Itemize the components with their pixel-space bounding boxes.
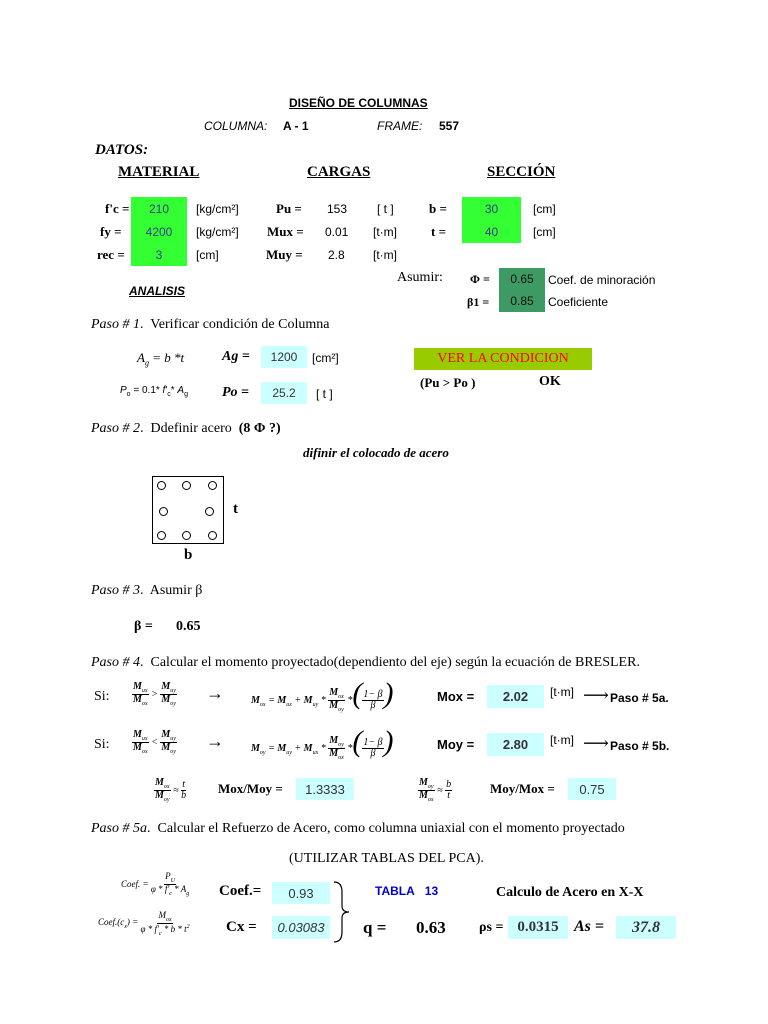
rebar-icon [157,531,166,540]
moy-value: 2.80 [487,733,544,756]
fy-input[interactable]: 4200 [131,220,187,243]
rec-label: rec = [97,247,125,262]
paso1-heading: Paso # 1. Verificar condición de Columna [91,317,330,332]
mux-value: 0.01 [325,225,349,239]
arrow-right-icon: ⟶ [583,733,609,753]
moy-label: Moy = [437,737,475,752]
paso2-heading: Paso # 2. Ddefinir acero (8 Φ ?) [91,421,281,436]
rebar-icon [208,481,217,490]
frame-label: FRAME: [377,119,423,133]
po-label: Po = [222,385,250,400]
rec-unit: [cm] [196,248,219,262]
phi-label: Φ = [470,272,490,286]
mox-unit: [t·m] [550,685,574,699]
rho-label: ρs = [479,920,504,935]
cx-value: 0.03083 [272,916,330,939]
cargas-title: CARGAS [307,164,371,180]
ratio2-formula: $\frac{M_{oy}}{M_{ox}}$ ≈ $\frac{b}{t}$ [419,777,452,804]
paso2-subtitle: difinir el colocado de acero [303,445,449,460]
fc-input[interactable]: 210 [131,197,187,220]
arrow-right-icon: → [206,683,224,703]
ag-formula: $A_g = b$ *t [137,350,185,368]
muy-unit: [t·m] [373,248,397,262]
rec-input[interactable]: 3 [131,243,187,266]
condition1-formula: $\frac{M_{ux}}{M_{ox}}$ > $\frac{M_{uy}}{M_{oy}}$ [133,681,176,708]
rebar-icon [159,507,168,516]
beta1-desc: Coeficiente [548,295,609,309]
condition-result: OK [539,374,561,389]
muy-value: 2.8 [328,248,345,262]
goto-paso5b: Paso # 5b. [610,739,670,753]
seccion-title: SECCIÓN [487,164,556,180]
fc-unit: [kg/cm²] [196,202,239,216]
ag-value: 1200 [261,346,307,368]
arrow-right-icon: → [206,731,224,751]
pu-value: 153 [327,202,348,216]
q-value: 0.63 [416,918,446,937]
columna-label: COLUMNA: [204,119,268,133]
paso5a-subtitle: (UTILIZAR TABLAS DEL PCA). [289,851,484,866]
ratio1-formula: $\frac{M_{ox}}{M_{oy}}$ ≈ $\frac{t}{b}$ [155,777,187,804]
beta1-label: β1 = [467,295,490,309]
cx-label: Cx = [226,919,257,935]
datos-title: DATOS: [95,142,149,158]
frame-value: 557 [439,119,460,133]
ratio2-value: 0.75 [568,778,616,800]
q-label: q = [363,918,387,937]
rebar-icon [208,531,217,540]
si1-label: Si: [94,689,110,704]
moy-unit: [t·m] [550,733,574,747]
analisis-title: ANALISIS [129,284,186,298]
b-unit: [cm] [533,202,556,216]
b-input[interactable]: 30 [462,197,521,220]
beta1-input[interactable]: 0.85 [499,290,545,312]
page-title: DISEÑO DE COLUMNAS [289,96,428,110]
phi-input[interactable]: 0.65 [499,268,545,290]
po-unit: [ t ] [316,387,333,401]
b-label: b = [429,201,447,216]
mox-value: 2.02 [487,685,544,708]
t-unit: [cm] [533,225,556,239]
goto-paso5a: Paso # 5a. [610,691,669,705]
t-label: t = [431,224,446,239]
rebar-icon [182,481,191,490]
ratio1-label: Mox/Moy = [218,781,283,796]
brace-icon [332,880,352,944]
phi-desc: Coef. de minoración [548,273,656,287]
ratio1-value: 1.3333 [296,778,354,800]
moy-formula: $M_{oy} = M_{uy} + M_{ux}$ * $\frac{M_{oy}}{M_{ox}}$ *( $\frac{1- \beta}{\beta}$ ) [251,725,394,762]
rebar-icon [205,507,214,516]
coef-value: 0.93 [272,882,330,904]
mox-label: Mox = [437,689,475,704]
paso5a-heading: Paso # 5a. Calcular el Refuerzo de Acero, como columna uniaxial con el momento proyectado [91,821,625,836]
ratio2-label: Moy/Mox = [490,781,555,796]
coef-label: Coef.= [219,883,262,899]
paso4-heading: Paso # 4. Calcular el momento proyectado(dependiento del eje) según la ecuación de BRESLER. [91,655,640,670]
fy-unit: [kg/cm²] [196,225,239,239]
calc-acero-title: Calculo de Acero en X-X [496,885,644,900]
coef-formula: Coef. = $\frac{P_U}{\varphi * f'_c * A_g}$ [121,871,190,897]
pu-label: Pu = [276,201,302,216]
mox-formula: $M_{ox} = M_{ux} + M_{uy}$ * $\frac{M_{ox}}{M_{oy}}$ *( $\frac{1- \beta}{\beta}$ ) [251,677,394,714]
paso3-heading: Paso # 3. Asumir β [91,583,203,598]
muy-label: Muy = [266,247,303,262]
cx-formula: $Coef.(c_x)$ = $\frac{M_{ox}}{\varphi * f'_c * b * t^2}$ [98,910,190,937]
as-value: 37.8 [616,916,676,939]
arrow-right-icon: ⟶ [583,685,609,705]
po-formula: $P_o = 0.1*$ $f'_c*$ $A_g$ [120,385,188,398]
si2-label: Si: [94,737,110,752]
section-b-label: b [184,547,193,563]
mux-label: Mux = [267,224,304,239]
fy-label: fy = [100,224,122,239]
beta-label: β = [134,619,153,634]
condition-text: (Pu > Po ) [420,375,476,390]
column-section-diagram [152,476,224,544]
ag-unit: [cm²] [312,351,339,365]
rebar-icon [182,531,191,540]
condition2-formula: $\frac{M_{ux}}{M_{ox}}$ < $\frac{M_{uy}}{M_{oy}}$ [133,729,176,756]
rebar-icon [157,481,166,490]
rho-value: 0.0315 [508,916,568,939]
ver-condicion-button[interactable]: VER LA CONDICION [414,348,592,370]
material-title: MATERIAL [118,164,200,180]
section-t-label: t [233,501,238,517]
mux-unit: [t·m] [373,225,397,239]
tabla-ref: TABLA 13 [375,884,439,898]
po-value: 25.2 [261,382,307,404]
ag-label: Ag = [222,349,250,364]
pu-unit: [ t ] [377,202,394,216]
fc-label: f'c = [105,201,130,216]
columna-value: A - 1 [283,119,309,133]
beta-value: 0.65 [176,619,201,634]
asumir-label: Asumir: [397,270,443,285]
t-input[interactable]: 40 [462,220,521,243]
as-label: As = [574,918,605,935]
